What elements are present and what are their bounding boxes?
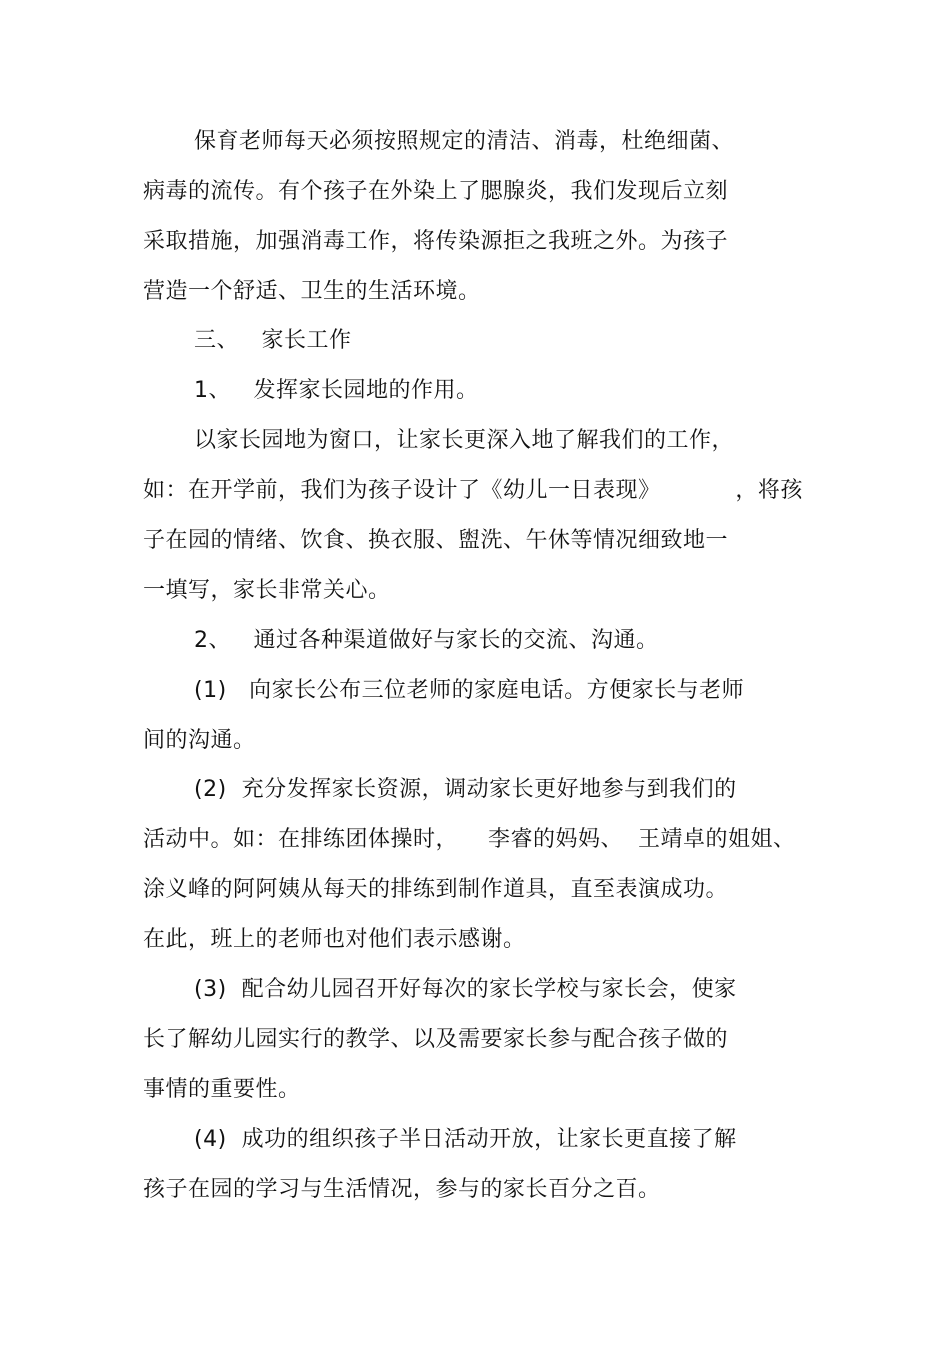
list-item-line: (4) 成功的组织孩子半日活动开放，让家长更直接了解 bbox=[194, 1127, 737, 1152]
paragraph-line: 子在园的情绪、饮食、换衣服、盥洗、午休等情况细致地一 bbox=[143, 528, 729, 553]
list-item-line: (2) 充分发挥家长资源，调动家长更好地参与到我们的 bbox=[194, 777, 737, 802]
list-item-line: 长了解幼儿园实行的教学、以及需要家长参与配合孩子做的 bbox=[143, 1027, 729, 1052]
list-item-line: (3) 配合幼儿园召开好每次的家长学校与家长会，使家 bbox=[194, 977, 737, 1002]
paragraph-line: 如：在开学前，我们为孩子设计了《幼儿一日表现》 ，将孩 bbox=[143, 478, 803, 503]
list-item-line: 涂义峰的阿阿姨从每天的排练到制作道具，直至表演成功。 bbox=[143, 877, 729, 902]
list-item-line: 间的沟通。 bbox=[143, 728, 256, 753]
paragraph-line: 营造一个舒适、卫生的生活环境。 bbox=[143, 279, 481, 304]
list-item-line: 孩子在园的学习与生活情况，参与的家长百分之百。 bbox=[143, 1177, 661, 1202]
list-item-line: 在此，班上的老师也对他们表示感谢。 bbox=[143, 927, 526, 952]
paragraph-line: 一填写，家长非常关心。 bbox=[143, 578, 391, 603]
list-item-line: 事情的重要性。 bbox=[143, 1077, 301, 1102]
paragraph-line: 保育老师每天必须按照规定的清洁、消毒，杜绝细菌、 bbox=[194, 129, 735, 154]
subsection-heading: 2、 通过各种渠道做好与家长的交流、沟通。 bbox=[194, 628, 659, 653]
list-item-line: (1) 向家长公布三位老师的家庭电话。方便家长与老师 bbox=[194, 678, 745, 703]
section-heading: 三、 家长工作 bbox=[194, 328, 352, 353]
paragraph-line: 病毒的流传。有个孩子在外染上了腮腺炎，我们发现后立刻 bbox=[143, 179, 729, 204]
subsection-heading: 1、 发挥家长园地的作用。 bbox=[194, 378, 479, 403]
paragraph-line: 采取措施，加强消毒工作，将传染源拒之我班之外。为孩子 bbox=[143, 229, 729, 254]
list-item-line: 活动中。如：在排练团体操时， 李睿的妈妈、 王靖卓的姐姐、 bbox=[143, 827, 796, 852]
paragraph-line: 以家长园地为窗口，让家长更深入地了解我们的工作， bbox=[194, 428, 735, 453]
